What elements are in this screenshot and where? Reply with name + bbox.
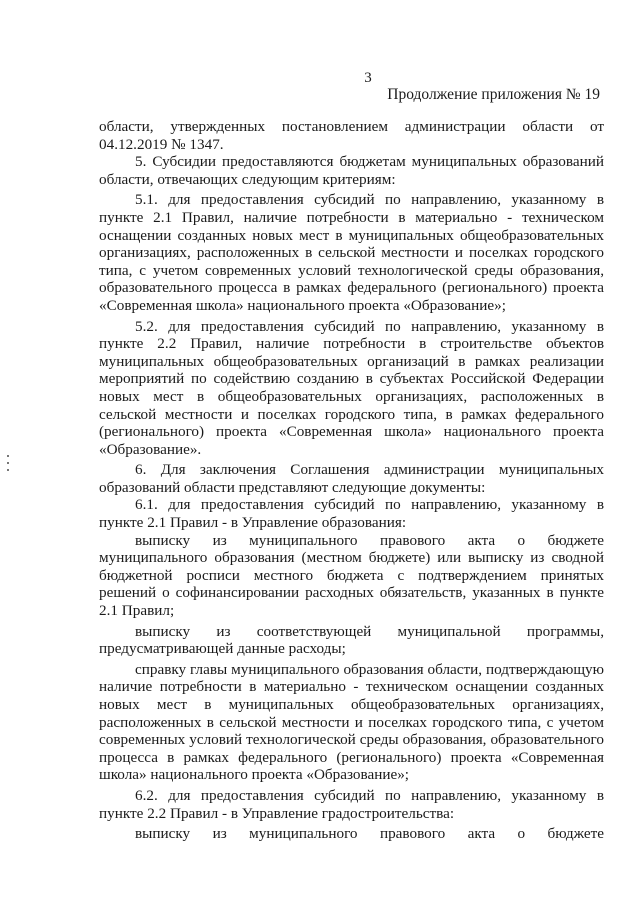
paragraph: справку главы муниципального образования области, подтверждающую наличие потребности в материально - техническом оснащении созданных новых мест в муниципальных общеобразовательных организациях, расположенных в сельской местности и поселках городского типа, с учетом современных условий технологической среды образования, образовательного процесса в рамках федерального (регионального) проекта «Современная школа» национального проекта «Образование»; [99, 660, 604, 784]
appendix-header: Продолжение приложения № 19 [387, 86, 600, 103]
paragraph: 5. Субсидии предоставляются бюджетам муниципальных образований области, отвечающих следующим критериям: [99, 153, 604, 188]
page-number: 3 [364, 70, 372, 86]
paragraph: 5.2. для предоставления субсидий по направлению, указанному в пункте 2.2 Правил, наличие потребности в строительстве объектов муниципальных общеобразовательных организаций в рамках реализации мероприятий по содействию созданию в субъектах Российской Федерации новых мест в общеобразовательных организациях, расположенных в сельской местности и поселках городского типа, в рамках федерального (регионального) проекта «Современная школа» национального проекта «Образование». [99, 317, 604, 458]
paragraph: 6.1. для предоставления субсидий по направлению, указанному в пункте 2.1 Правил - в Управление образования: [99, 496, 604, 532]
paragraph: 6. Для заключения Соглашения администрации муниципальных образований области представляют следующие документы: [99, 461, 604, 496]
paragraph: 6.2. для предоставления субсидий по направлению, указанному в пункте 2.2 Правил - в Управление градостроительства: [99, 786, 604, 822]
paragraph: выписку из муниципального правового акта о бюджете [135, 825, 604, 843]
scan-margin-marks [6, 455, 10, 475]
paragraph: 5.1. для предоставления субсидий по направлению, указанному в пункте 2.1 Правил, наличие потребности в материально - техническом оснащении созданных новых мест в муниципальных общеобразовательных организациях, расположенных в сельской местности и поселках городского типа, с учетом современных условий технологической среды образования, образовательного процесса в рамках федерального (регионального) проекта «Современная школа» национального проекта «Образование»; [99, 191, 604, 314]
paragraph: выписку из соответствующей муниципальной программы, предусматривающей данные расходы; [99, 622, 604, 658]
paragraph: выписку из муниципального правового акта о бюджете муниципального образования (местном бюджете) или выписку из сводной бюджетной росписи местного бюджета с подтверждением принятых решений о софинансировании расходных обязательств, указанных в пункте 2.1 Правил; [99, 531, 604, 620]
document-body [99, 118, 604, 843]
paragraph: области, утвержденных постановлением администрации области от 04.12.2019 № 1347. [99, 118, 604, 153]
